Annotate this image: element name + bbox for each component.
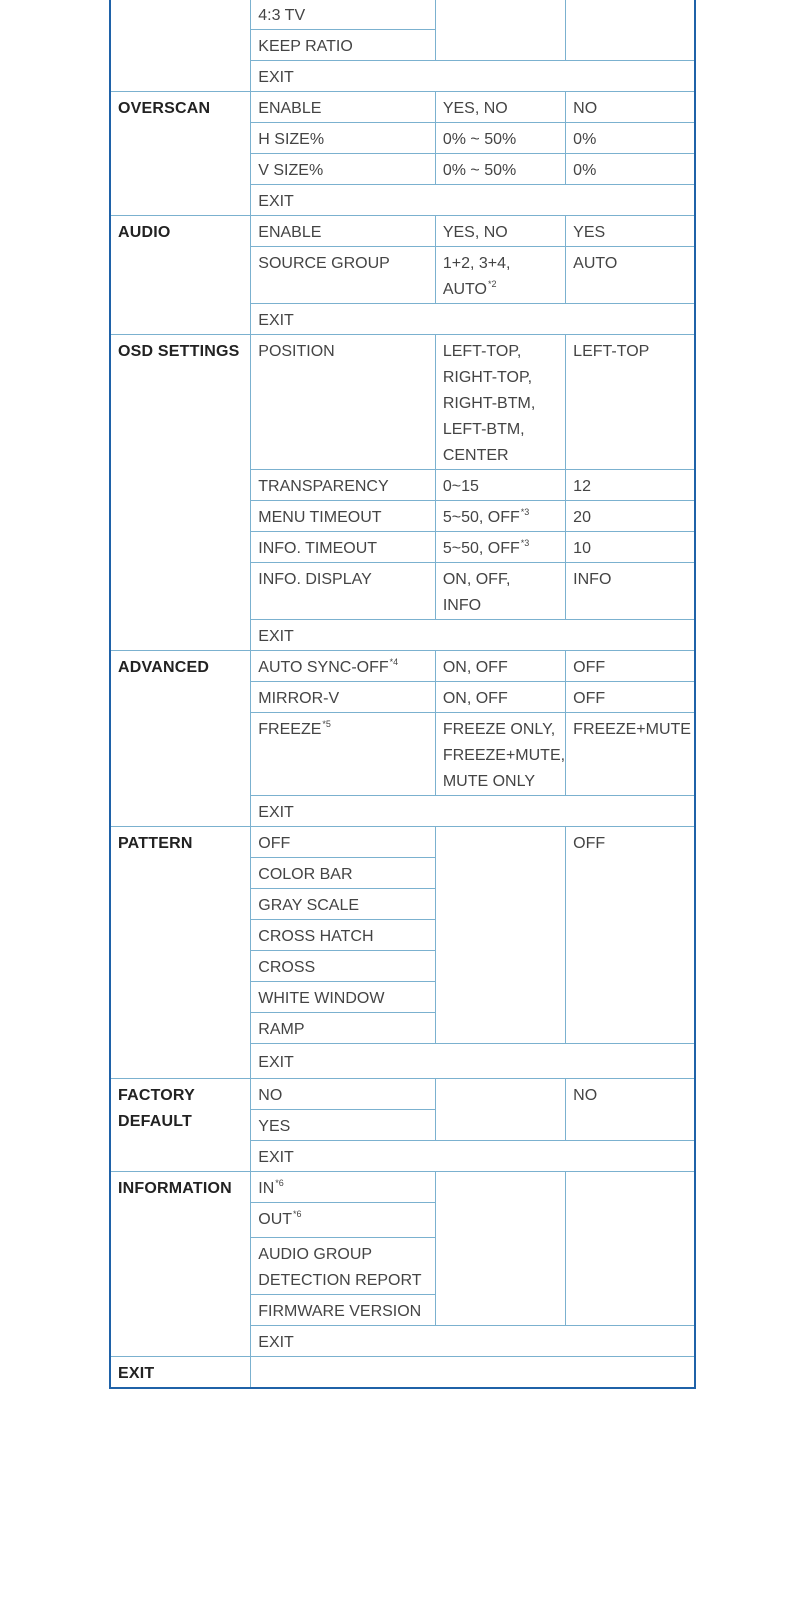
options-line: MUTE ONLY [442,773,535,790]
options-cell [435,1079,565,1141]
item-cell: CROSS HATCH [251,920,436,951]
default-cell [566,0,695,61]
default-cell: NO [566,92,695,123]
options-cell: ON, OFF [435,682,565,713]
category-line: DEFAULT [118,1113,192,1130]
table-row [110,827,695,858]
item-cell: 4:3 TV [251,0,436,30]
exit-cell: EXIT [251,796,695,827]
category-overscan: OVERSCAN [110,92,251,216]
footnote-mark: *4 [389,657,399,667]
item-cell: COLOR BAR [251,858,436,889]
osd-menu-table [109,0,696,1389]
default-cell: 0% [566,154,695,185]
table-row [110,651,695,682]
item-cell: KEEP RATIO [251,30,436,61]
item-cell: RAMP [251,1013,436,1044]
category-line: FACTORY [118,1087,195,1104]
category-pattern: PATTERN [110,827,251,1079]
options-cell [435,0,565,61]
item-text: AUTO SYNC-OFF [258,659,389,676]
footnote-mark: *6 [293,1209,302,1219]
item-cell: TRANSPARENCY [251,470,436,501]
item-cell: ENABLE [251,216,436,247]
category-cell-aspect [110,0,251,92]
footnote-mark: *6 [275,1178,284,1188]
table-row [110,1079,695,1110]
table-row [110,0,695,30]
exit-cell: EXIT [251,1141,695,1172]
options-cell: 0~15 [435,470,565,501]
options-cell [435,335,565,470]
item-cell: SOURCE GROUP [251,247,436,304]
item-line: AUDIO GROUP [258,1246,373,1263]
options-line: FREEZE ONLY, [442,721,556,738]
default-cell: NO [566,1079,695,1141]
item-cell: GRAY SCALE [251,889,436,920]
category-factory-default [110,1079,251,1172]
default-cell: LEFT-TOP [566,335,695,470]
category-advanced: ADVANCED [110,651,251,827]
footnote-mark: *5 [322,719,331,729]
default-cell: 0% [566,123,695,154]
default-cell: OFF [566,651,695,682]
empty-cell [251,1357,695,1389]
item-cell: INFO. TIMEOUT [251,532,436,563]
options-line: FREEZE+MUTE, [442,747,566,764]
options-cell [435,563,565,620]
item-cell: H SIZE% [251,123,436,154]
table-row [110,335,695,470]
default-cell: YES [566,216,695,247]
options-cell: ON, OFF [435,651,565,682]
options-cell [435,713,565,796]
item-cell: NO [251,1079,436,1110]
options-line: ON, OFF, [442,571,511,588]
options-line: LEFT-BTM, [442,421,525,438]
options-line: LEFT-TOP, [442,343,522,360]
footnote-mark: *2 [487,279,497,289]
options-cell: YES, NO [435,92,565,123]
category-information: INFORMATION [110,1172,251,1357]
options-cell [435,827,565,1044]
item-cell: ENABLE [251,92,436,123]
default-cell: OFF [566,827,695,1044]
item-cell [251,1172,436,1203]
category-audio: AUDIO [110,216,251,335]
options-text: AUTO [442,281,487,298]
options-line: 1+2, 3+4, [442,255,511,272]
options-text: 5~50, OFF [442,540,520,557]
footnote-mark: *3 [520,538,530,548]
default-cell: FREEZE+MUTE [566,713,695,796]
options-cell [435,501,565,532]
options-line: RIGHT-BTM, [442,395,536,412]
exit-cell: EXIT [251,1044,695,1079]
footnote-mark: *3 [520,507,530,517]
options-line: CENTER [442,447,509,464]
options-cell: YES, NO [435,216,565,247]
item-text: OUT [258,1211,293,1228]
default-cell: 12 [566,470,695,501]
item-cell: WHITE WINDOW [251,982,436,1013]
options-cell [435,1172,565,1326]
exit-cell: EXIT [251,185,695,216]
options-line [443,277,558,303]
category-exit: EXIT [110,1357,251,1389]
item-cell: INFO. DISPLAY [251,563,436,620]
item-text: IN [258,1180,275,1197]
item-cell: V SIZE% [251,154,436,185]
item-cell [251,651,436,682]
options-cell: 0% ~ 50% [435,123,565,154]
options-cell [435,247,565,304]
options-line: RIGHT-TOP, [442,369,533,386]
item-cell [251,1238,436,1295]
exit-cell: EXIT [251,1326,695,1357]
table-row [110,216,695,247]
item-cell [251,1203,436,1238]
table-row [110,1172,695,1203]
item-cell: CROSS [251,951,436,982]
table-row [110,92,695,123]
item-text: FREEZE [258,721,322,738]
options-text: 5~50, OFF [442,509,520,526]
exit-cell: EXIT [251,304,695,335]
default-cell: 20 [566,501,695,532]
options-cell: 0% ~ 50% [435,154,565,185]
default-cell: AUTO [566,247,695,304]
item-cell: OFF [251,827,436,858]
item-cell: FIRMWARE VERSION [251,1295,436,1326]
item-cell: MENU TIMEOUT [251,501,436,532]
default-cell: OFF [566,682,695,713]
item-cell: MIRROR-V [251,682,436,713]
category-osd-settings: OSD SETTINGS [110,335,251,651]
options-cell [435,532,565,563]
item-cell: POSITION [251,335,436,470]
item-line: DETECTION REPORT [258,1272,422,1289]
exit-cell: EXIT [251,61,695,92]
options-line: INFO [442,597,482,614]
item-cell [251,713,436,796]
default-cell [566,1172,695,1326]
exit-cell: EXIT [251,620,695,651]
item-cell: YES [251,1110,436,1141]
table-row [110,1357,695,1389]
default-cell: 10 [566,532,695,563]
default-cell: INFO [566,563,695,620]
